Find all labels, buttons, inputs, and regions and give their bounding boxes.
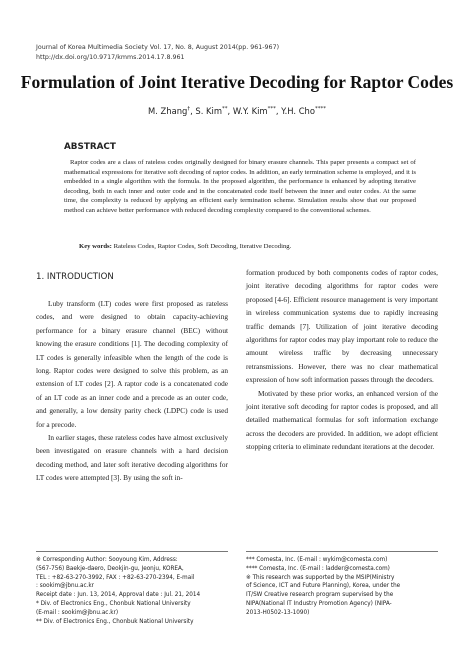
footnote-line: ※ Corresponding Author: Sooyoung Kim, Address: [36, 557, 178, 563]
body-paragraph: Luby transform (LT) codes were first proposed as rateless codes, and were designed to obtain capacity-achieving performance for a binary erasure channel (BEC) without knowing the erasure conditions [1]. The decoding complexity of LT codes is generally infeasible when the length of the code is long. Raptor codes were designed to solve this problem, as an extension of LT codes [2]. A raptor code is a concatenated code of an LT code as an inner code and a precode as an outer code, and generally, a low density parity check (LDPC) code is used for a precode. [36, 299, 228, 429]
author-mark: † [187, 106, 191, 113]
footnote-line: NIPA(National IT Industry Promotion Agency) (NIPA- [246, 600, 392, 607]
body-paragraph: Motivated by these prior works, an enhanced version of the joint iterative soft decoding for raptor codes is proposed, and all detailed mathematical formulas for soft information exchange across the decoders are provided. In addition, we adopt efficient stopping criteria to eliminate redundant iterations at the decoder. [246, 388, 438, 452]
footnote-divider [246, 551, 438, 552]
footnotes-left [36, 556, 228, 626]
footnote-line: : sookim@jbnu.ac.kr [36, 583, 95, 590]
body-paragraph: In earlier stages, these rateless codes have almost exclusively been investigated on erasure channels with a hard decision decoding method, and later soft iterative decoding algorithms for LT codes were attempted [3]. By using the soft in- [36, 433, 228, 483]
left-column [36, 297, 228, 485]
footnote-line: TEL : +82-63-270-3992, FAX : +82-63-270-2394, E-mail [36, 574, 195, 581]
author-name: W.Y. Kim [232, 106, 268, 116]
doi-link[interactable]: http://dx.doi.org/10.9717/kmms.2014.17.8.961 [36, 54, 185, 61]
author-mark: *** [267, 106, 276, 113]
journal-header [36, 43, 279, 63]
keywords [79, 243, 291, 250]
footnote-line: (567-756) Baekje-daero, Deokjin-gu, Jeonju, KOREA, [36, 565, 184, 572]
abstract-text: Raptor codes are a class of rateless codes originally designed for binary erasure channels. This paper presents a compact set of mathematical expressions for iterative soft decoding of raptor codes. In addition, an early termination scheme is employed, and it is embedded in a single algorithm with the formula. In the proposed algorithm, the performance is enhanced by adopting iterative decoding, both in each inner and outer code and in the concatenated code itself between the inner and outer codes. At the same time, the complexity is reduced by applying an efficient early termination scheme. Simulation results show that our proposed method can achieve better performance with reduced decoding complexity compared to the conventional schemes. [64, 159, 416, 214]
footnote-line: *** Comesta, Inc. (E-mail : wykim@comesta.com) [246, 557, 388, 563]
footnote-line: * Div. of Electronics Eng., Chonbuk National University [36, 600, 191, 607]
author-name: S. Kim [195, 106, 223, 116]
journal-citation: Journal of Korea Multimedia Society Vol. 17, No. 8, August 2014(pp. 961-967) [36, 44, 280, 51]
author-mark: **** [315, 106, 326, 113]
body-paragraph: formation produced by both components codes of raptor codes, joint iterative decoding algorithms for raptor codes were proposed [4-6]. Efficient resource management is very important in wireless communication systems due to rapidly increasing traffic demands [7]. Utilization of joint iterative decoding algorithms for raptor codes may play important role to reduce the amount wireless traffic by decreasing unnecessary retransmissions. However, there was no clear mathematical expression of how soft information passes through the decoders. [246, 268, 438, 385]
abstract-heading: ABSTRACT [64, 142, 116, 152]
footnote-line: **** Comesta, Inc. (E-mail : ladder@comesta.com) [246, 565, 390, 572]
author-mark: ** [222, 106, 228, 113]
keywords-text: Rateless Codes, Raptor Codes, Soft Decoding, Iterative Decoding. [111, 243, 292, 250]
footnote-line: ** Div. of Electronics Eng., Chonbuk National University [36, 618, 194, 625]
author-name: Y.H. Cho [281, 106, 315, 116]
footnote-line: Receipt date : Jun. 13, 2014, Approval date : Jul. 21, 2014 [36, 592, 201, 599]
right-column [246, 266, 438, 454]
footnote-divider [36, 551, 228, 552]
footnote-line: of Science, ICT and Future Planning), Korea, under the [246, 583, 401, 590]
keywords-label: Key words: [79, 243, 112, 250]
abstract-body [64, 158, 416, 216]
author-name: M. Zhang [147, 106, 188, 116]
footnotes-right [246, 556, 444, 618]
section-heading: 1. INTRODUCTION [36, 272, 114, 282]
footnote-line: ※ This research was supported by the MSIP(Ministry [246, 574, 395, 581]
footnote-line: IT/SW Creative research program supervised by the [246, 592, 394, 599]
footnote-line: (E-mail : sookim@jbnu.ac.kr) [36, 609, 119, 616]
paper-title: Formulation of Joint Iterative Decoding for Raptor Codes [20, 72, 454, 92]
footnote-line: 2013-H0502-13-1090) [246, 609, 310, 616]
author-list: M. Zhang†, S. Kim**, W.Y. Kim***, Y.H. Cho**** [147, 106, 326, 116]
